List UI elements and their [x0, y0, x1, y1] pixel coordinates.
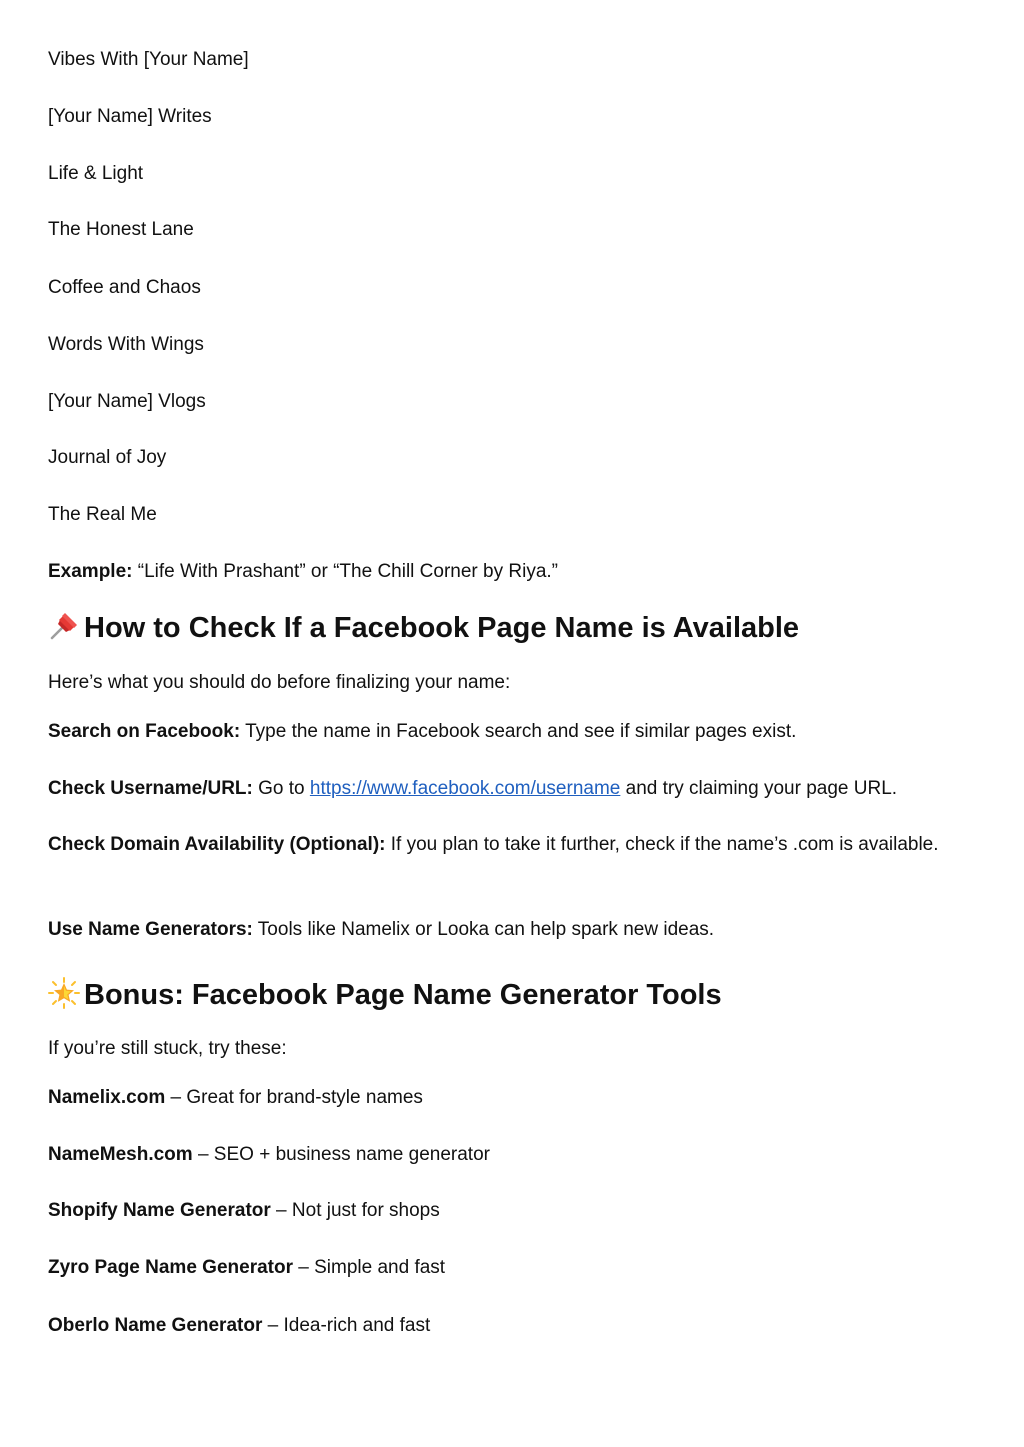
list-item: The Real Me — [48, 504, 157, 525]
item-label: Use Name Generators: — [48, 919, 253, 940]
tool-name: Namelix.com — [48, 1087, 166, 1108]
tool-desc: – Great for brand-style names — [165, 1087, 423, 1108]
list-item: Coffee and Chaos — [48, 277, 201, 298]
example-line — [48, 558, 558, 586]
section-check-intro: Here’s what you should do before finalizing your name: — [48, 672, 511, 693]
tool-name: NameMesh.com — [48, 1144, 193, 1165]
tool-name: Oberlo Name Generator — [48, 1315, 263, 1336]
facebook-username-link[interactable]: https://www.facebook.com/username — [309, 778, 621, 799]
item-label: Check Domain Availability (Optional): — [48, 834, 386, 855]
list-item — [48, 831, 968, 859]
list-item: Vibes With [Your Name] — [48, 49, 249, 70]
example-text: “Life With Prashant” or “The Chill Corner by Riya.” — [132, 561, 558, 582]
list-item — [48, 1084, 423, 1112]
list-item: The Honest Lane — [48, 219, 194, 240]
list-item: [Your Name] Writes — [48, 106, 212, 127]
star-icon — [48, 977, 80, 1009]
item-label: Search on Facebook: — [48, 721, 241, 742]
section-heading-check — [48, 610, 799, 646]
pushpin-icon — [48, 610, 80, 642]
list-item: Journal of Joy — [48, 447, 167, 468]
tool-name: Zyro Page Name Generator — [48, 1257, 293, 1278]
tool-desc: – Simple and fast — [292, 1257, 446, 1278]
section-heading-bonus-text: Bonus: Facebook Page Name Generator Tools — [84, 979, 722, 1011]
list-item — [48, 775, 897, 803]
item-text: Go to — [252, 778, 310, 799]
section-heading-check-text: How to Check If a Facebook Page Name is Available — [84, 612, 800, 644]
item-text: Type the name in Facebook search and see if similar pages exist. — [240, 721, 797, 742]
list-item: [Your Name] Vlogs — [48, 391, 206, 412]
list-item — [48, 1254, 445, 1282]
list-item — [48, 916, 714, 944]
list-item — [48, 1141, 490, 1169]
list-item — [48, 1197, 440, 1225]
list-item — [48, 1312, 430, 1340]
example-label: Example: — [48, 561, 133, 582]
section-heading-bonus — [48, 977, 722, 1013]
item-label: Check Username/URL: — [48, 778, 253, 799]
item-text: and try claiming your page URL. — [620, 778, 898, 799]
tool-name: Shopify Name Generator — [48, 1200, 271, 1221]
tool-desc: – SEO + business name generator — [192, 1144, 490, 1165]
item-text: If you plan to take it further, check if the name’s .com is available. — [385, 834, 939, 855]
tool-desc: – Idea-rich and fast — [262, 1315, 431, 1336]
section-bonus-intro: If you’re still stuck, try these: — [48, 1038, 287, 1059]
item-text: Tools like Namelix or Looka can help spark new ideas. — [252, 919, 715, 940]
list-item — [48, 718, 796, 746]
list-item: Words With Wings — [48, 334, 204, 355]
tool-desc: – Not just for shops — [270, 1200, 440, 1221]
list-item: Life & Light — [48, 163, 144, 184]
